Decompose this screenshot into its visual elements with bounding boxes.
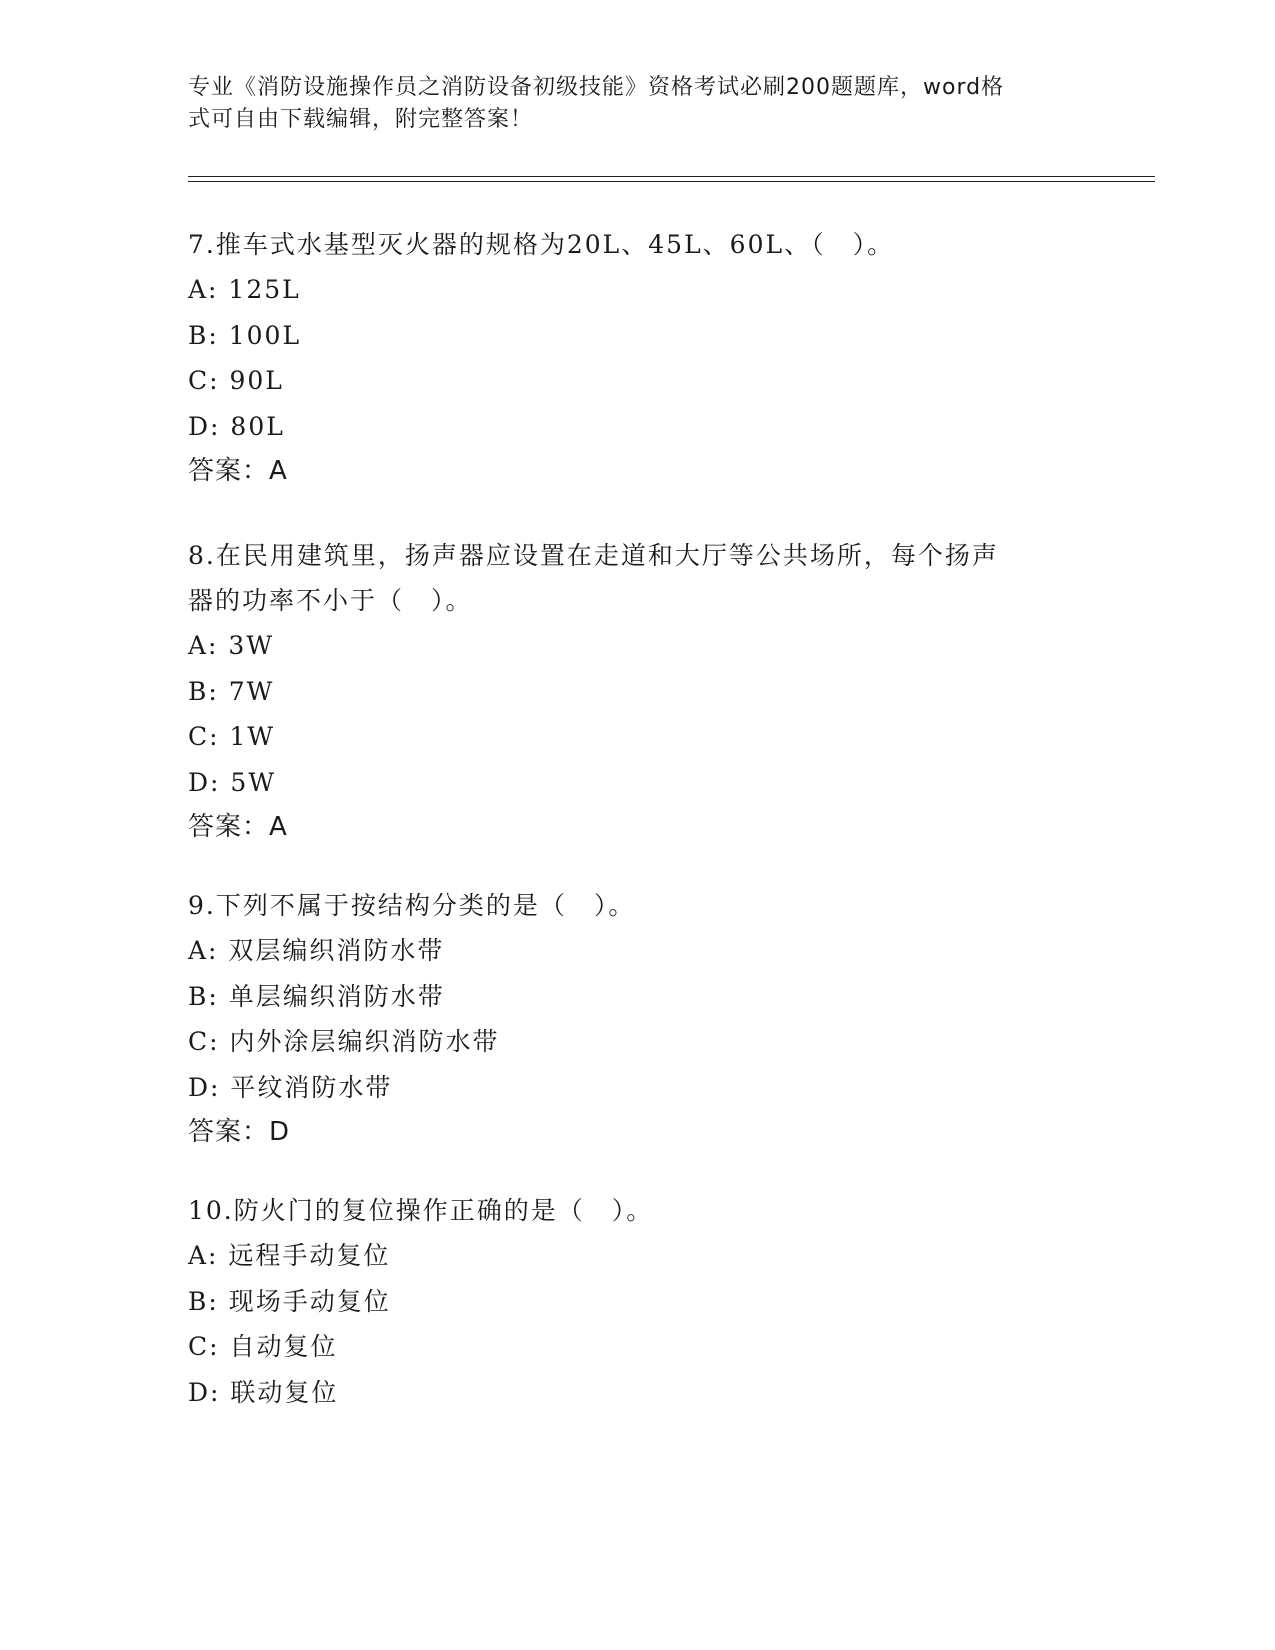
option-a: A: 双层编织消防水带	[188, 936, 445, 965]
question-stem: 7.推车式水基型灭火器的规格为20L、45L、60L、（ ）。	[188, 230, 895, 259]
answer-label: 答案：A	[188, 812, 288, 842]
question-stem: 9.下列不属于按结构分类的是（ ）。	[188, 891, 636, 920]
option-c: C: 自动复位	[188, 1332, 338, 1361]
option-c: C: 1W	[188, 722, 276, 751]
header-divider-top	[188, 176, 1155, 177]
question-stem-line-1: 8.在民用建筑里，扬声器应设置在走道和大厅等公共场所，每个扬声	[188, 541, 999, 570]
question-8	[188, 533, 1088, 850]
option-d: D: 5W	[188, 767, 277, 797]
question-7	[188, 222, 1088, 494]
option-d: D: 80L	[188, 411, 285, 441]
option-c: C: 90L	[188, 366, 284, 395]
option-a: A: 3W	[188, 631, 275, 660]
document-header	[188, 72, 1088, 136]
option-b: B: 单层编织消防水带	[188, 981, 445, 1011]
option-a: A: 125L	[188, 275, 301, 304]
option-c: C: 内外涂层编织消防水带	[188, 1027, 500, 1056]
header-line-1: 专业《消防设施操作员之消防设备初级技能》资格考试必刷200题题库，word格	[188, 75, 1005, 100]
question-stem-line-2: 器的功率不小于（ ）。	[188, 586, 473, 615]
option-d: D: 平纹消防水带	[188, 1072, 393, 1102]
question-10	[188, 1188, 1088, 1415]
option-b: B: 7W	[188, 676, 275, 706]
option-a: A: 远程手动复位	[188, 1241, 391, 1270]
answer-label: 答案：D	[188, 1117, 291, 1147]
question-stem: 10.防火门的复位操作正确的是（ ）。	[188, 1196, 654, 1225]
header-line-2: 式可自由下载编辑，附完整答案！	[188, 107, 534, 132]
answer-label: 答案：A	[188, 456, 288, 486]
question-9	[188, 883, 1088, 1155]
option-b: B: 100L	[188, 320, 302, 350]
option-d: D: 联动复位	[188, 1377, 339, 1407]
option-b: B: 现场手动复位	[188, 1286, 391, 1316]
header-divider-bottom	[188, 181, 1155, 182]
